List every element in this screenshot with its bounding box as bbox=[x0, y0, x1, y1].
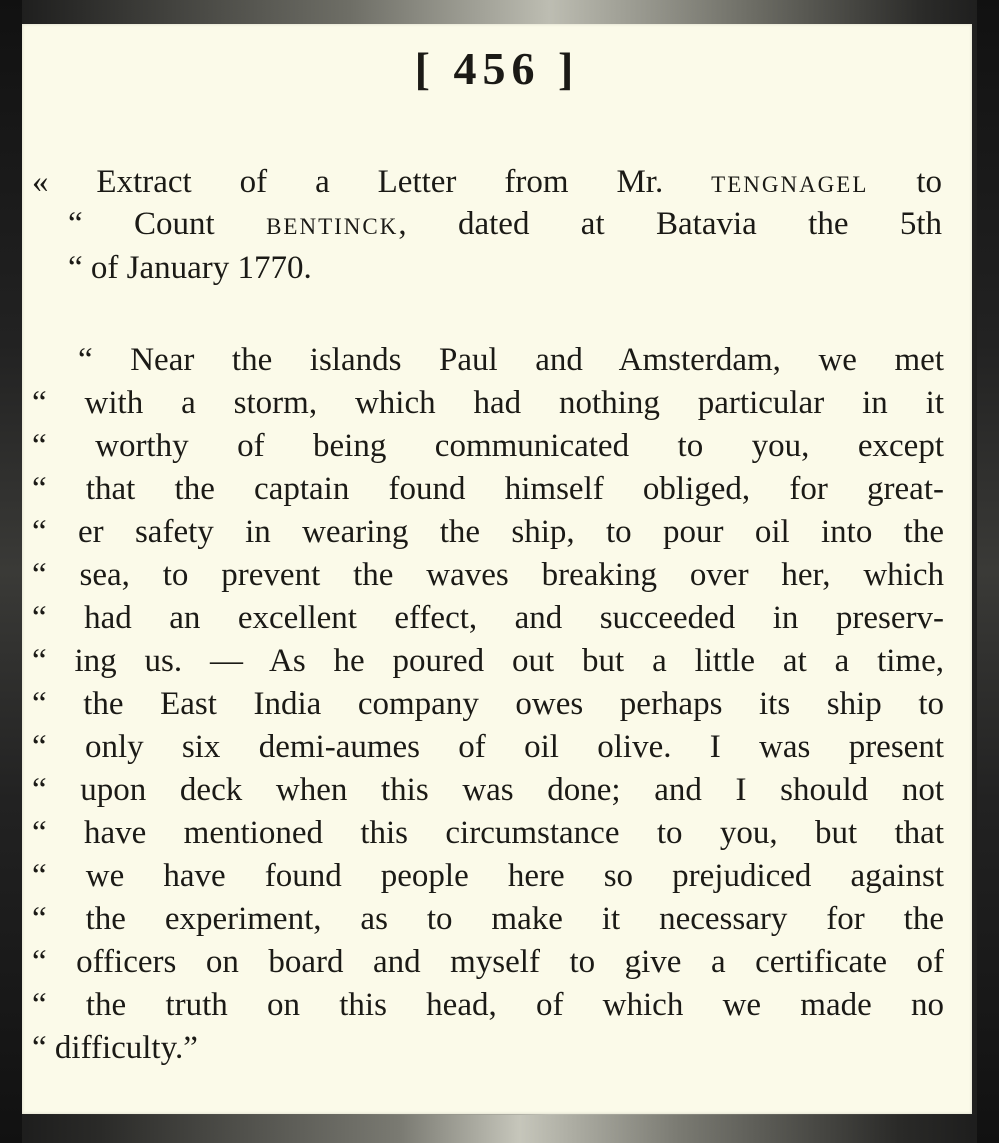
body-line: “ the truth on this head, of which we made no bbox=[32, 987, 944, 1023]
header-line-1 bbox=[32, 162, 942, 202]
body-line: “ only six demi-aumes of oil olive. I was present bbox=[32, 729, 944, 765]
name-tengnagel: tengnagel bbox=[711, 164, 869, 200]
frame-left bbox=[0, 0, 22, 1143]
header-line-3: “ of January 1770. bbox=[68, 250, 312, 286]
body-line: “ worthy of being communicated to you, except bbox=[32, 428, 944, 464]
body-line: “ ing us. — As he poured out but a little at a time, bbox=[32, 643, 944, 679]
body-line: “ had an excellent effect, and succeeded in preserv- bbox=[32, 600, 944, 636]
header-line-1-suffix: to bbox=[868, 164, 942, 200]
body-line: “ the experiment, as to make it necessary for the bbox=[32, 901, 944, 937]
page-number: [ 456 ] bbox=[414, 43, 580, 94]
frame-right bbox=[977, 0, 999, 1143]
body-line-last: “ difficulty.” bbox=[32, 1030, 198, 1066]
header-line-2-suffix: , dated at Batavia the 5th bbox=[398, 206, 943, 242]
body-line: “ with a storm, which had nothing particular in it bbox=[32, 385, 944, 421]
body-line: “ er safety in wearing the ship, to pour oil into the bbox=[32, 514, 944, 550]
body-line: “ the East India company owes perhaps its ship to bbox=[32, 686, 944, 722]
body-line: “ officers on board and myself to give a certificate of bbox=[32, 944, 944, 980]
document-page bbox=[22, 24, 972, 1114]
frame-bottom bbox=[0, 1115, 999, 1143]
name-bentinck: bentinck bbox=[266, 206, 399, 242]
header-line-2-prefix: “ Count bbox=[68, 206, 267, 242]
body-line: “ upon deck when this was done; and I should not bbox=[32, 772, 944, 808]
body-line: “ we have found people here so prejudiced against bbox=[32, 858, 944, 894]
body-line: “ Near the islands Paul and Amsterdam, we met bbox=[78, 342, 944, 378]
header-line-2 bbox=[68, 204, 942, 244]
body-line: “ have mentioned this circumstance to you, but that bbox=[32, 815, 944, 851]
body-line: “ that the captain found himself obliged, for great- bbox=[32, 471, 944, 507]
header-line-1-prefix: « Extract of a Letter from Mr. bbox=[32, 164, 712, 200]
body-line: “ sea, to prevent the waves breaking over her, which bbox=[32, 557, 944, 593]
